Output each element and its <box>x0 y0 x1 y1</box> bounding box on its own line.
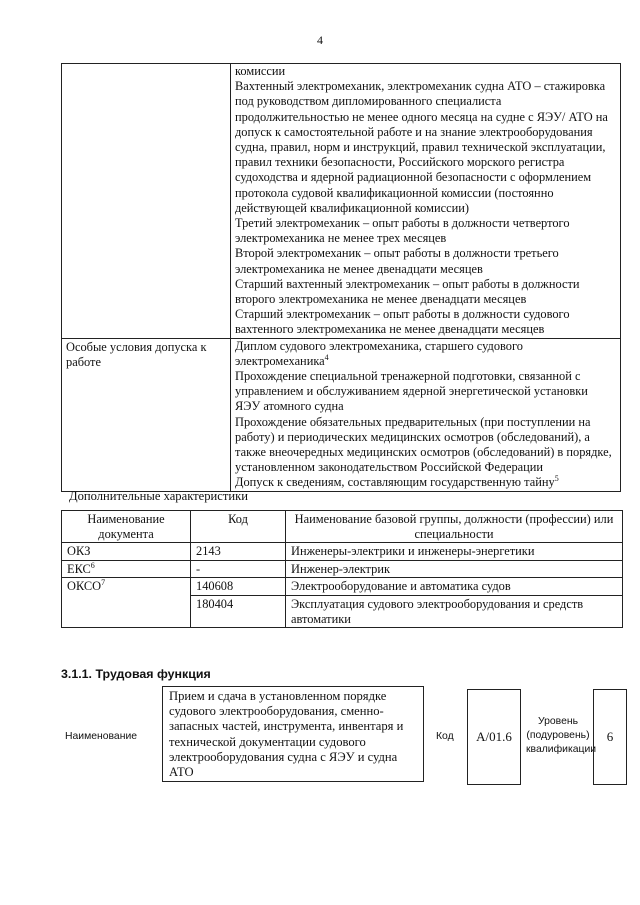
code-cell: - <box>191 560 286 578</box>
code-label: Код <box>436 731 454 742</box>
name-cell: Эксплуатация судового электрооборудования и средств автоматики <box>286 595 623 627</box>
special-conditions-label: Особые условия допуска к работе <box>62 338 231 491</box>
table-row <box>62 338 621 491</box>
additional-characteristics-table <box>61 510 623 628</box>
code-box: A/01.6 <box>467 689 521 785</box>
name-cell: Инженер-электрик <box>286 560 623 578</box>
row-label-empty <box>62 64 231 339</box>
special-conditions-cell <box>231 338 621 491</box>
function-name-box: Прием и сдача в установленном порядке судового электрооборудования, сменно-запасных частей, инструмента, инвентаря и технической документации судового электрооборудования судна с ЯЭУ и судна АТО <box>162 686 424 782</box>
table-header-row <box>62 511 623 543</box>
requirement-text: Вахтенный электромеханик, электромеханик судна АТО – стажировка под руководством дипломированного специалиста продолжительностью не менее одного месяца на судне с ЯЭУ/ АТО на допуск к самостоятельной работе и на знание электрооборудования судна, правил, норм и инструкций, правил технической эксплуатации, правил техники безопасности, Российского морского регистра судоходства и ядерной радиационной безопасности с оформлением протокола судовой квалификационной комиссии (постоянно действующей квалификационной комиссии) <box>235 79 608 215</box>
table-row <box>62 64 621 339</box>
requirement-text: Старший электромеханик – опыт работы в должности судового вахтенного электромеханика не менее двенадцати месяцев <box>235 307 570 337</box>
code-cell: 2143 <box>191 543 286 561</box>
requirement-text: Прохождение обязательных предварительных (при поступлении на работу) и периодических медицинских осмотров (обследований), а также внеочередных медицинских осмотров (обследований) в порядке, установленном законодательством Российской Федерации <box>235 414 612 475</box>
footnote-ref: 7 <box>101 578 106 588</box>
header-document: Наименование документа <box>62 511 191 543</box>
requirement-text: Старший вахтенный электромеханик – опыт работы в должности второго электромеханика не менее двенадцати месяцев <box>235 276 580 307</box>
page-number: 4 <box>317 33 323 47</box>
requirement-text: Третий электромеханик – опыт работы в должности четвертого электромеханика не менее трех месяцев <box>235 216 570 246</box>
header-name: Наименование базовой группы, должности (профессии) или специальности <box>286 511 623 543</box>
doc-cell: ОКСО$^7$ <box>62 578 191 628</box>
header-code: Код <box>191 511 286 543</box>
footnote-ref: 5 <box>554 474 559 484</box>
requirement-text: Прохождение специальной тренажерной подготовки, связанной с управлением и обслуживанием ядерной энергетической установки ЯЭУ атомного судна <box>235 369 588 414</box>
table-row <box>62 578 623 596</box>
qualification-level-box: 6 <box>593 689 627 785</box>
additional-characteristics-title: Дополнительные характеристики <box>69 489 248 503</box>
code-cell: 180404 <box>191 595 286 627</box>
qualification-table <box>61 63 621 492</box>
name-cell: Электрооборудование и автоматика судов <box>286 578 623 596</box>
function-name-label: Наименование <box>65 731 138 742</box>
section-heading: 3.1.1. Трудовая функция <box>61 667 211 681</box>
doc-cell: ОКЗ <box>62 543 191 561</box>
requirement-text: Допуск к сведениям, составляющим государственную тайну$^5$ <box>235 474 559 490</box>
requirement-text: Второй электромеханик – опыт работы в должности третьего электромеханика не менее двенадцати месяцев <box>235 246 559 276</box>
experience-requirements-cell <box>231 64 621 339</box>
qualification-level-label: Уровень (подуровень) квалификации <box>526 716 597 755</box>
doc-cell: ЕКС$^6$ <box>62 560 191 578</box>
footnote-ref: 6 <box>90 560 95 570</box>
code-cell: 140608 <box>191 578 286 596</box>
footnote-ref: 4 <box>324 352 329 362</box>
table-row <box>62 560 623 578</box>
table-row <box>62 543 623 561</box>
requirement-text: Диплом судового электромеханика, старшего судового электромеханика$^4$ <box>235 338 523 368</box>
name-cell: Инженеры-электрики и инженеры-энергетики <box>286 543 623 561</box>
requirement-text: комиссии <box>235 64 286 78</box>
